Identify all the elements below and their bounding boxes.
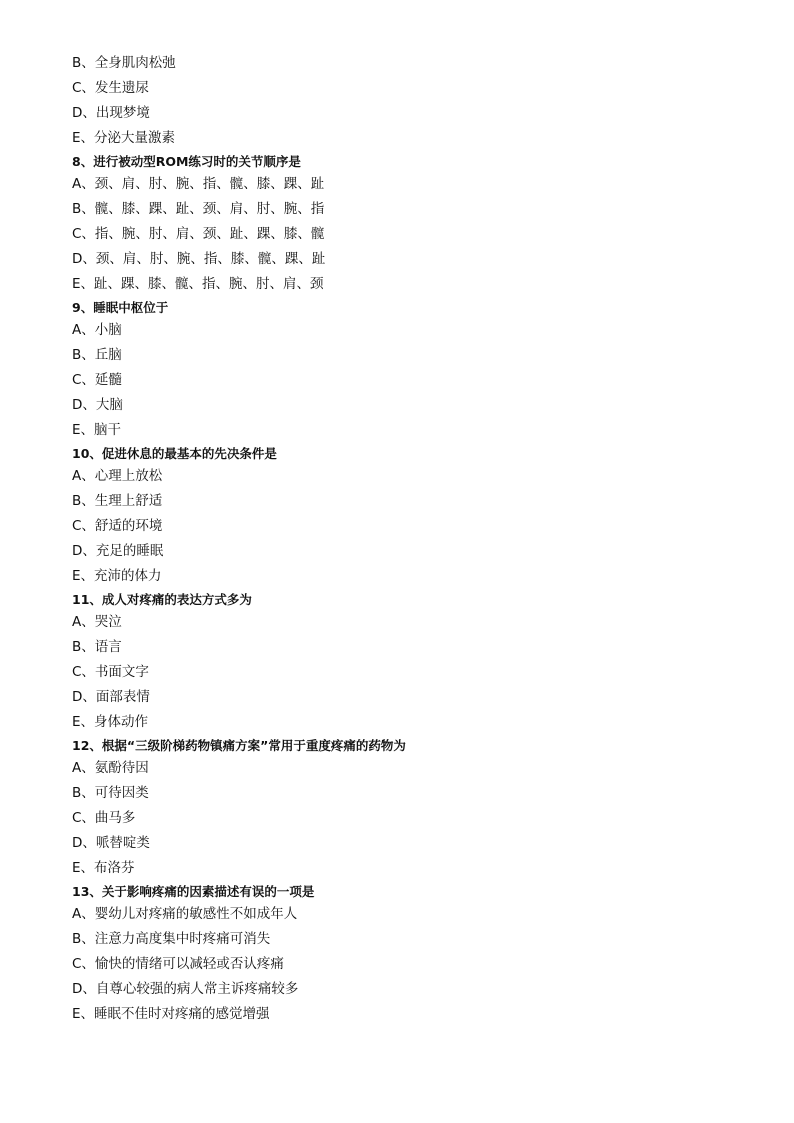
answer-option: A、哭泣 — [72, 614, 122, 630]
answer-option: D、大脑 — [72, 397, 123, 413]
answer-option: C、发生遗尿 — [72, 80, 149, 96]
answer-option: B、可待因类 — [72, 785, 149, 801]
answer-option: C、愉快的情绪可以减轻或否认疼痛 — [72, 956, 284, 972]
answer-option: D、自尊心较强的病人常主诉疼痛较多 — [72, 981, 299, 997]
answer-option: D、充足的睡眠 — [72, 543, 164, 559]
answer-option: D、颈、肩、肘、腕、指、膝、髋、踝、趾 — [72, 251, 326, 267]
question-heading: 13、关于影响疼痛的因素描述有误的一项是 — [72, 884, 315, 899]
question-heading: 12、根据“三级阶梯药物镇痛方案”常用于重度疼痛的药物为 — [72, 738, 406, 753]
document-body — [72, 51, 752, 1027]
answer-option: D、出现梦境 — [72, 105, 150, 121]
answer-option: A、小脑 — [72, 322, 122, 338]
answer-option: C、延髓 — [72, 372, 122, 388]
answer-option: E、充沛的体力 — [72, 568, 162, 584]
answer-option: B、髋、膝、踝、趾、颈、肩、肘、腕、指 — [72, 201, 325, 217]
question-heading: 8、进行被动型ROM练习时的关节顺序是 — [72, 154, 301, 169]
answer-option: B、语言 — [72, 639, 122, 655]
answer-option: E、布洛芬 — [72, 860, 135, 876]
answer-option: A、心理上放松 — [72, 468, 163, 484]
answer-option: C、书面文字 — [72, 664, 149, 680]
answer-option: B、注意力高度集中时疼痛可消失 — [72, 931, 271, 947]
answer-option: B、丘脑 — [72, 347, 122, 363]
answer-option: A、颈、肩、肘、腕、指、髋、膝、踝、趾 — [72, 176, 325, 192]
answer-option: E、睡眠不佳时对疼痛的感觉增强 — [72, 1006, 270, 1022]
answer-option: A、婴幼儿对疼痛的敏感性不如成年人 — [72, 906, 298, 922]
answer-option: D、哌替啶类 — [72, 835, 150, 851]
question-heading: 11、成人对疼痛的表达方式多为 — [72, 592, 252, 607]
question-heading: 10、促进休息的最基本的先决条件是 — [72, 446, 277, 461]
answer-option: B、生理上舒适 — [72, 493, 163, 509]
answer-option: D、面部表情 — [72, 689, 150, 705]
answer-option: C、曲马多 — [72, 810, 136, 826]
answer-option: E、身体动作 — [72, 714, 149, 730]
answer-option: E、脑干 — [72, 422, 122, 438]
question-heading: 9、睡眠中枢位于 — [72, 300, 169, 315]
answer-option: B、全身肌肉松弛 — [72, 55, 176, 71]
answer-option: A、氨酚待因 — [72, 760, 149, 776]
answer-option: C、舒适的环境 — [72, 518, 163, 534]
answer-option: E、趾、踝、膝、髋、指、腕、肘、肩、颈 — [72, 276, 324, 292]
answer-option: C、指、腕、肘、肩、颈、趾、踝、膝、髋 — [72, 226, 325, 242]
answer-option: E、分泌大量激素 — [72, 130, 176, 146]
